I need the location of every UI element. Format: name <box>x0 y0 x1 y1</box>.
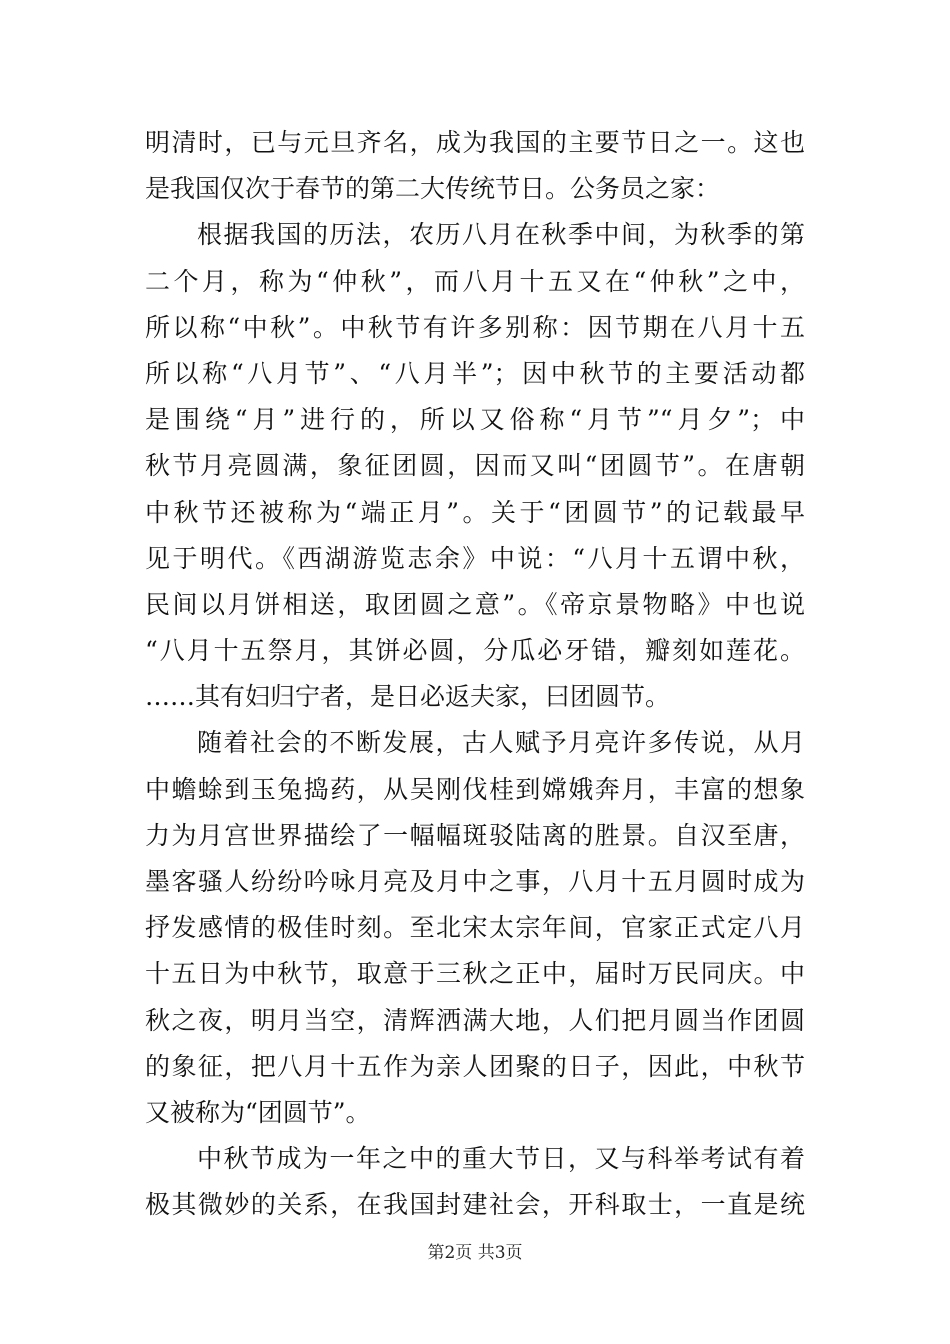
text-line: 二个月，称为“仲秋”，而八月十五又在“仲秋”之中， <box>145 266 805 296</box>
text-line: “八月十五祭月，其饼必圆，分瓜必牙错，瓣刻如莲花。 <box>145 636 805 666</box>
page-footer: 第2页 共3页 <box>427 1243 523 1263</box>
text-line: 力为月宫世界描绘了一幅幅斑驳陆离的胜景。自汉至唐， <box>145 820 805 850</box>
document-body <box>145 120 805 1229</box>
text-line: 中秋节还被称为“端正月”。关于“团圆节”的记载最早 <box>145 497 805 527</box>
text-line: 抒发感情的极佳时刻。至北宋太宗年间，官家正式定八月 <box>145 913 805 943</box>
text-line: 是围绕“月”进行的，所以又俗称“月节”“月夕”；中 <box>145 405 805 435</box>
text-line: 中秋节成为一年之中的重大节日，又与科举考试有着 <box>197 1144 805 1174</box>
text-line: 所以称“中秋”。中秋节有许多别称：因节期在八月十五 <box>145 312 805 342</box>
text-line: 见于明代。《西湖游览志余》中说：“八月十五谓中秋， <box>145 543 805 573</box>
text-line: 是我国仅次于春节的第二大传统节日。公务员之家： <box>145 174 721 204</box>
text-line: 墨客骚人纷纷吟咏月亮及月中之事，八月十五月圆时成为 <box>145 867 805 896</box>
text-line: 根据我国的历法，农历八月在秋季中间，为秋季的第 <box>197 220 805 250</box>
text-line: 随着社会的不断发展，古人赋予月亮许多传说，从月 <box>197 728 805 758</box>
text-line: 秋之夜，明月当空，清辉洒满大地，人们把月圆当作团圆 <box>145 1005 805 1035</box>
text-line: 又被称为“团圆节”。 <box>145 1097 371 1127</box>
text-line: 极其微妙的关系，在我国封建社会，开科取士，一直是统 <box>145 1190 805 1220</box>
text-line: 民间以月饼相送，取团圆之意”。《帝京景物略》中也说 <box>145 589 805 619</box>
text-line: 明清时，已与元旦齐名，成为我国的主要节日之一。这也 <box>145 128 805 157</box>
text-line: 的象征，把八月十五作为亲人团聚的日子，因此，中秋节 <box>145 1051 805 1081</box>
text-line: 秋节月亮圆满，象征团圆，因而又叫“团圆节”。在唐朝 <box>145 451 805 481</box>
text-line: 十五日为中秋节，取意于三秋之正中，届时万民同庆。中 <box>145 959 805 989</box>
text-line: ……其有妇归宁者，是日必返夫家，曰团圆节。 <box>145 682 671 712</box>
text-line: 中蟾蜍到玉兔捣药，从吴刚伐桂到嫦娥奔月，丰富的想象 <box>145 774 805 804</box>
text-line: 所以称“八月节”、“八月半”；因中秋节的主要活动都 <box>145 358 805 388</box>
